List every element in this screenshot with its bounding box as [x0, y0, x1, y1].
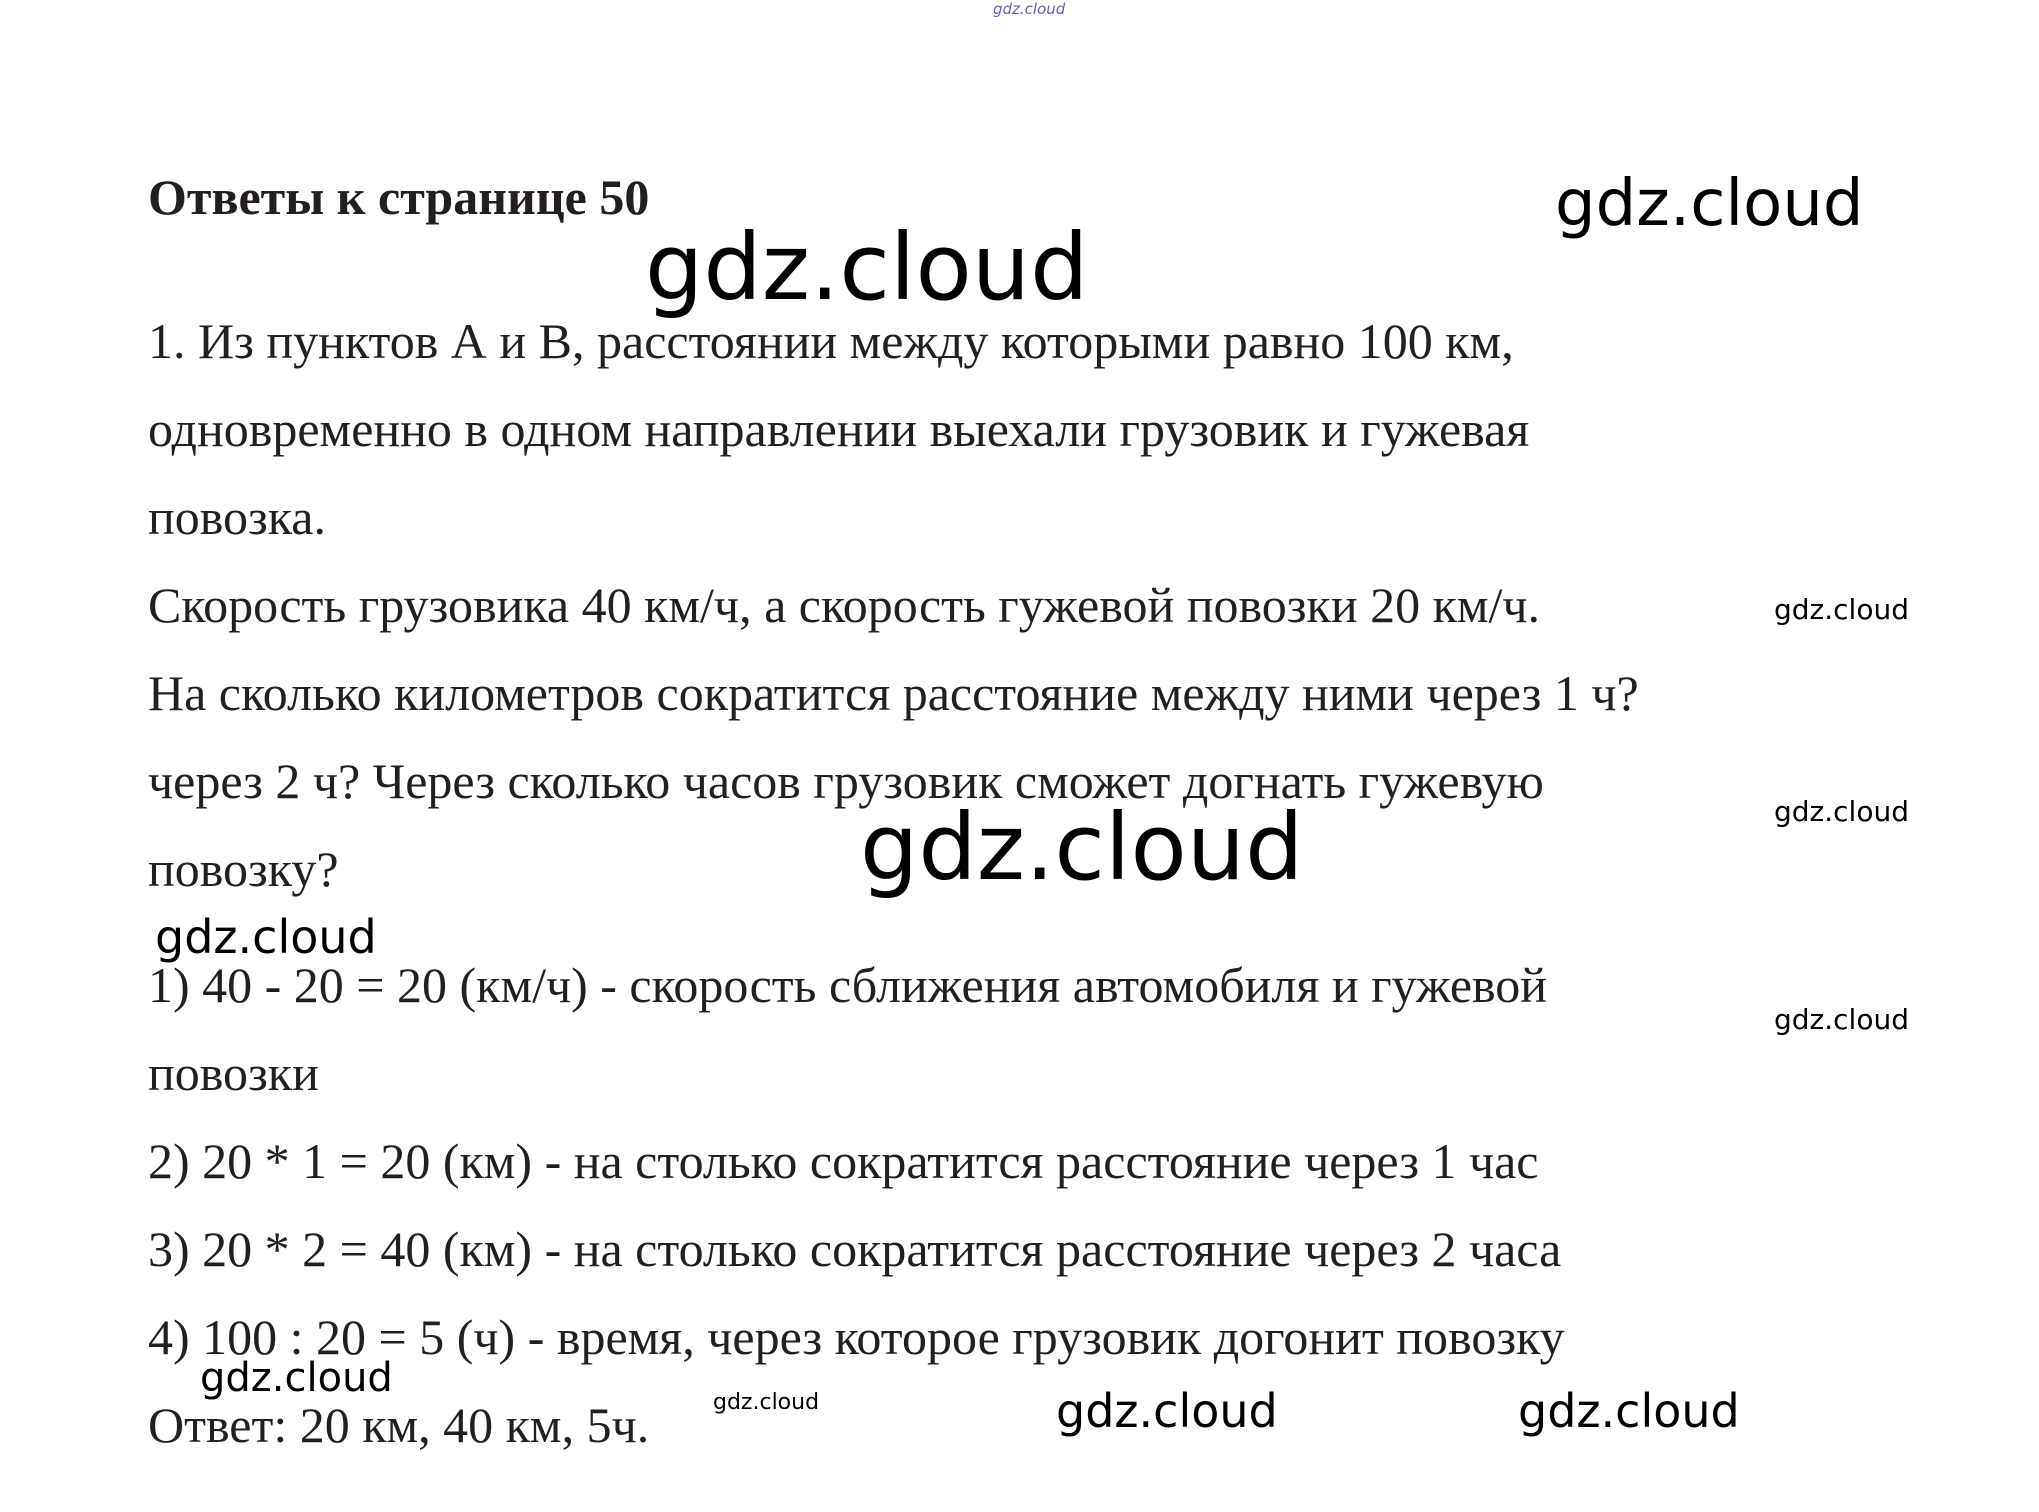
problem-line-6: через 2 ч? Через сколько часов грузовик сможет догнать гужевую: [148, 753, 1544, 809]
answer-line: Ответ: 20 км, 40 км, 5ч.: [148, 1397, 650, 1453]
problem-line-5: На сколько километров сократится расстояние между ними через 1 ч?: [148, 665, 1639, 721]
watermark-bottom-small: gdz.cloud: [713, 1390, 820, 1415]
solution-step-4: 4) 100 : 20 = 5 (ч) - время, через которое грузовик догонит повозку: [148, 1309, 1565, 1365]
problem-line-4: Скорость грузовика 40 км/ч, а скорость гужевой повозки 20 км/ч.: [148, 577, 1541, 633]
watermark-header-center: gdz.cloud: [645, 214, 1089, 321]
watermark-bottom-center: gdz.cloud: [1056, 1384, 1278, 1438]
page-title: Ответы к странице 50: [148, 169, 650, 225]
watermark-left-2: gdz.cloud: [200, 1355, 393, 1401]
solution-step-1: 1) 40 - 20 = 20 (км/ч) - скорость сближения автомобиля и гужевой: [148, 957, 1548, 1013]
problem-line-7: повозку?: [148, 841, 339, 897]
problem-line-1: 1. Из пунктов А и В, расстоянии между которыми равно 100 км,: [148, 313, 1514, 369]
watermark-left-1: gdz.cloud: [155, 910, 377, 964]
solution-step-3: 3) 20 * 2 = 40 (км) - на столько сократится расстояние через 2 часа: [148, 1221, 1562, 1277]
problem-line-3: повозка.: [148, 489, 327, 545]
solution-step-2: 2) 20 * 1 = 20 (км) - на столько сократится расстояние через 1 час: [148, 1133, 1539, 1189]
watermark-bottom-right: gdz.cloud: [1518, 1384, 1740, 1438]
watermark-middle-large: gdz.cloud: [860, 794, 1304, 901]
watermark-right-3: gdz.cloud: [1774, 1003, 1909, 1036]
problem-line-2: одновременно в одном направлении выехали грузовик и гужевая: [148, 401, 1530, 457]
watermark-right-2: gdz.cloud: [1774, 795, 1909, 828]
watermark-top: gdz.cloud: [993, 0, 1066, 18]
solution-step-1-cont: повозки: [148, 1045, 319, 1101]
watermark-header-right: gdz.cloud: [1555, 167, 1864, 241]
watermark-right-1: gdz.cloud: [1774, 593, 1909, 626]
